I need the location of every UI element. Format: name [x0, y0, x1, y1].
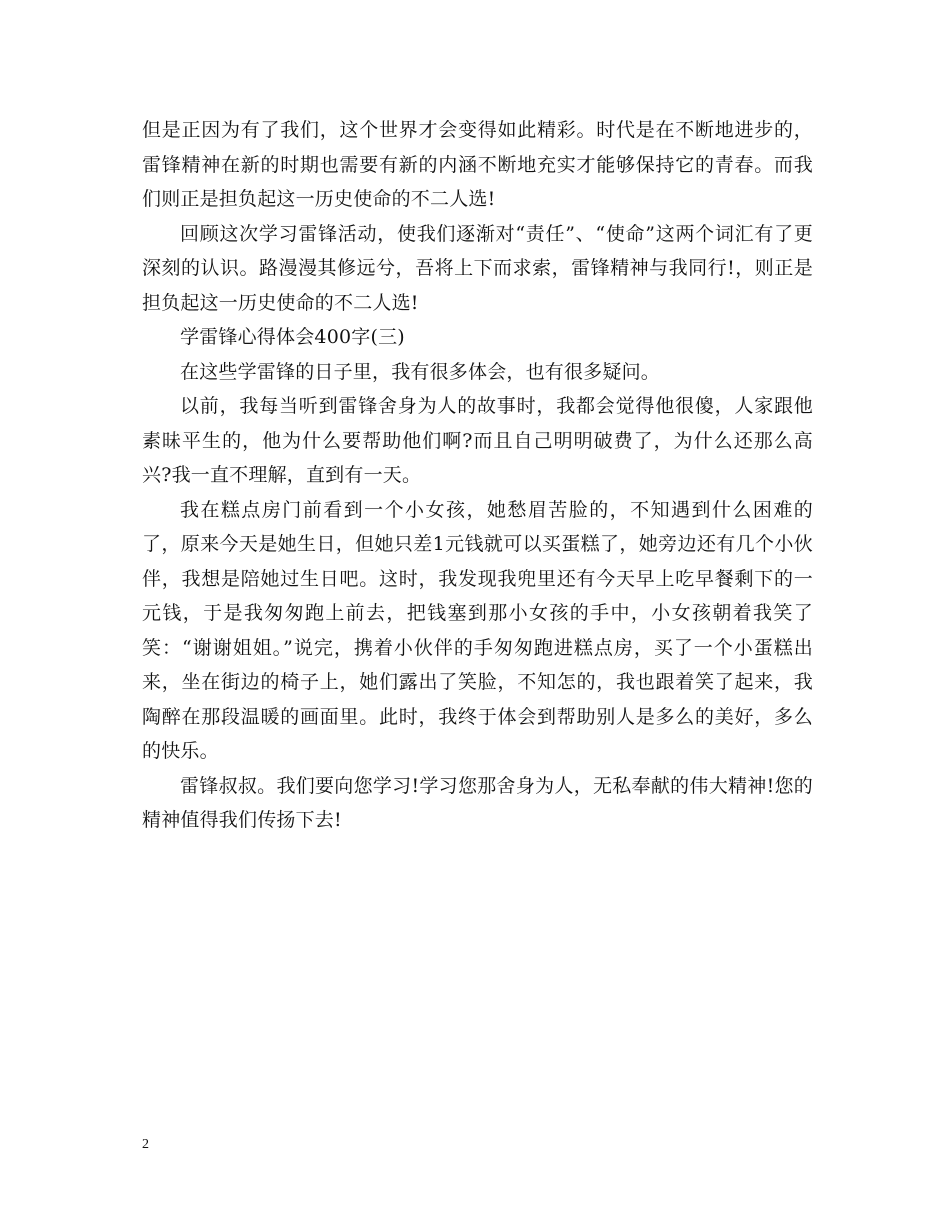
section-heading: 学雷锋心得体会400字(三) [180, 326, 405, 348]
paragraph: 但是正因为有了我们，这个世界才会变得如此精彩。时代是在不断地进步的，雷锋精神在新的时期也需要有新的内涵不断地充实才能够保持它的青春。而我们则正是担负起这一历史使命的不二人选! [142, 119, 813, 210]
paragraph: 我在糕点房门前看到一个小女孩，她愁眉苦脸的，不知遇到什么困难的了，原来今天是她生日，但她只差1元钱就可以买蛋糕了，她旁边还有几个小伙伴，我想是陪她过生日吧。这时，我发现我兜里还有今天早上吃早餐剩下的一元钱，于是我匆匆跑上前去，把钱塞到那小女孩的手中，小女孩朝着我笑了笑：“谢谢姐姐。”说完，携着小伙伴的手匆匆跑进糕点房，买了一个小蛋糕出来，坐在街边的椅子上，她们露出了笑脸，不知怎的，我也跟着笑了起来，我陶醉在那段温暖的画面里。此时，我终于体会到帮助别人是多么的美好，多么的快乐。 [142, 498, 813, 762]
paragraph: 以前，我每当听到雷锋舍身为人的故事时，我都会觉得他很傻，人家跟他素昧平生的，他为什么要帮助他们啊?而且自己明明破费了，为什么还那么高兴?我一直不理解，直到有一天。 [142, 395, 813, 486]
paragraph: 在这些学雷锋的日子里，我有很多体会，也有很多疑问。 [180, 360, 661, 383]
body-text [142, 113, 813, 838]
paragraph: 回顾这次学习雷锋活动，使我们逐渐对“责任”、“使命”这两个词汇有了更深刻的认识。路漫漫其修远兮，吾将上下而求索，雷锋精神与我同行!，则正是担负起这一历史使命的不二人选! [142, 222, 813, 314]
paragraph: 雷锋叔叔。我们要向您学习!学习您那舍身为人，无私奉献的伟大精神!您的精神值得我们传扬下去! [142, 774, 813, 831]
page-number: 2 [142, 1137, 149, 1152]
